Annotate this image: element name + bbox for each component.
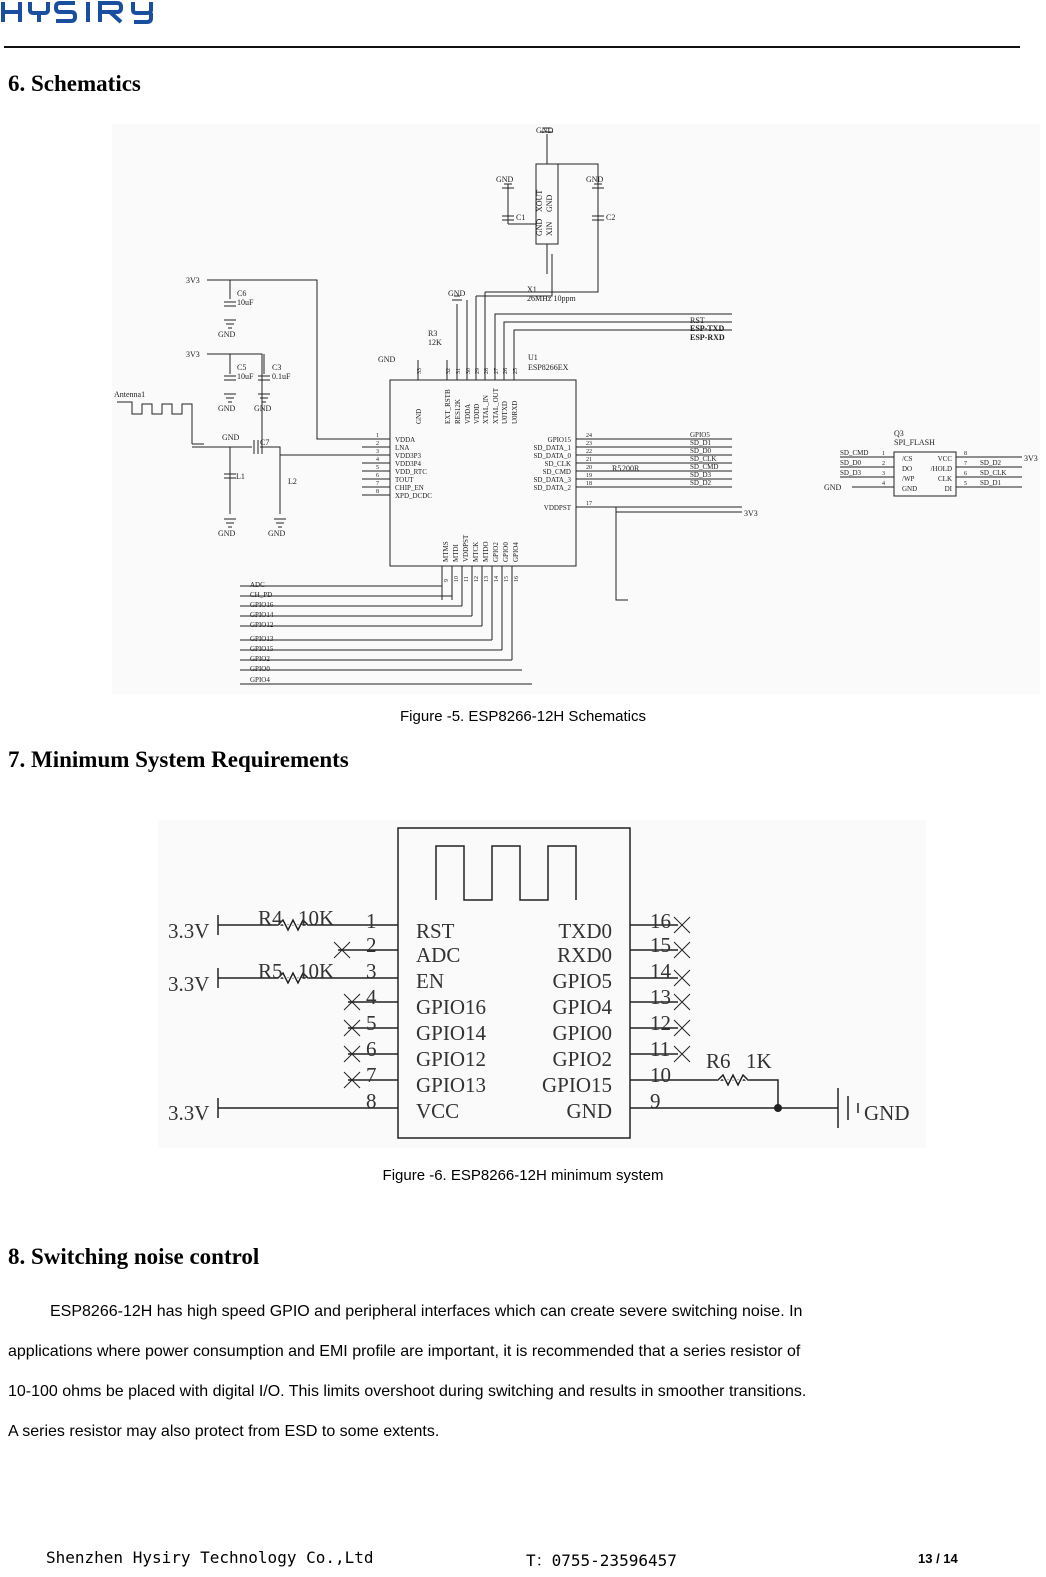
u1-right-pin-num: 23	[586, 441, 592, 447]
svg-text:RST: RST	[690, 316, 705, 325]
minimum-right-pin-name: GPIO5	[552, 969, 612, 993]
u1-top-pin-name: VDDD	[473, 403, 481, 424]
svg-text:3.3V: 3.3V	[168, 919, 210, 943]
svg-text:R5: R5	[258, 959, 283, 983]
minimum-right-pin-name: GPIO2	[552, 1047, 612, 1071]
u1-right-pin-name: GPIO15	[547, 436, 571, 444]
svg-text:GND: GND	[536, 126, 554, 135]
u1-left-pin-name: TOUT	[395, 476, 414, 484]
svg-text:ESP-RXD: ESP-RXD	[690, 333, 725, 342]
flash-right-pin-name: DI	[944, 485, 952, 493]
schematic-figure	[112, 124, 1040, 694]
svg-text:R4: R4	[258, 906, 283, 930]
u1-top-pin-name: XTAL_OUT	[492, 388, 500, 424]
minimum-left-pin-num: 8	[366, 1089, 377, 1113]
u1-left-pin-name: XPD_DCDC	[395, 492, 432, 500]
u1-bottom-pin-name: MTDO	[482, 541, 490, 562]
flash-right-net: SD_CLK	[980, 469, 1007, 477]
svg-text:0.1uF: 0.1uF	[272, 372, 291, 381]
u1-top-pin-name: XTAL_IN	[482, 395, 490, 424]
u1-bottom-nets	[250, 581, 274, 684]
minimum-right-pin-num: 15	[650, 933, 671, 957]
u1-right-pin-name: SD_DATA_2	[533, 484, 571, 492]
u1-right-net: SD_D1	[690, 439, 712, 447]
noise-line-2: applications where power consumption and EMI profile are important, it is recommended that a series resistor of	[8, 1343, 801, 1360]
flash-left-pin-num: 1	[882, 451, 885, 457]
svg-text:3.3V: 3.3V	[168, 972, 210, 996]
u1-left-pins	[376, 433, 432, 500]
svg-text:GND: GND	[218, 404, 236, 413]
u1-left-pin-name: VDDA	[395, 436, 416, 444]
minimum-left-pin-name: VCC	[416, 1099, 460, 1123]
svg-text:R5: R5	[612, 464, 622, 473]
u1-bottom-pin-num: 16	[514, 576, 520, 582]
u1-top-pin-name: VDDA	[464, 403, 472, 424]
svg-text:GND: GND	[218, 529, 236, 538]
u1-top-pin-num: 28	[484, 368, 490, 374]
schematic-diagram	[112, 124, 1040, 694]
svg-text:X1: X1	[527, 285, 537, 294]
svg-text:10K: 10K	[298, 906, 335, 930]
u1-right-pin-num: 17	[586, 501, 592, 507]
svg-text:GND: GND	[824, 483, 842, 492]
u1-top-pin-num: 30	[466, 368, 472, 374]
minimum-right-pin-num: 10	[650, 1063, 671, 1087]
u1-right-pin-num: 22	[586, 449, 592, 455]
u1-top-pin-num: 32	[446, 368, 452, 374]
u1-right-net: SD_CLK	[690, 455, 717, 463]
u1-bottom-pin-num: 13	[484, 576, 490, 582]
flash-left-net: SD_D3	[840, 469, 862, 477]
minimum-right-pin-name: GPIO4	[552, 995, 612, 1019]
flash-left-pin-num: 2	[882, 461, 885, 467]
minimum-system-diagram	[158, 820, 926, 1148]
u1-bottom-pin-name: GPIO4	[512, 542, 520, 562]
u1-bottom-net: CH_PD	[250, 591, 273, 599]
svg-text:Q3: Q3	[894, 429, 904, 438]
svg-text:XOUT: XOUT	[535, 189, 544, 212]
minimum-left-pin-name: GPIO16	[416, 995, 487, 1019]
svg-text:GND: GND	[378, 355, 396, 364]
u1-top-pin-name: U0RXD	[511, 400, 519, 424]
svg-text:GND: GND	[586, 175, 604, 184]
u1-left-pin-name: VDD3P3	[395, 452, 422, 460]
svg-text:200R: 200R	[622, 464, 640, 473]
u1-bottom-pin-name: MTCK	[472, 541, 480, 562]
svg-text:C3: C3	[272, 363, 282, 372]
u1-right-pins	[533, 433, 592, 512]
minimum-left-pin-name: GPIO13	[416, 1073, 487, 1097]
minimum-left-pins	[366, 909, 487, 1123]
footer-company: Shenzhen Hysiry Technology Co.,Ltd	[46, 1548, 374, 1567]
svg-text:ESP-TXD: ESP-TXD	[690, 324, 725, 333]
u1-right-pin-name: SD_DATA_1	[533, 444, 571, 452]
minimum-left-pin-name: RST	[416, 919, 455, 943]
minimum-right-pin-name: RXD0	[557, 943, 612, 967]
u1-left-pin-num: 7	[376, 481, 379, 487]
svg-text:R6: R6	[706, 1049, 731, 1073]
u1-left-pin-name: CHIP_EN	[395, 484, 424, 492]
u1-right-pin-num: 20	[586, 465, 592, 471]
u1-right-net: GPIO5	[690, 431, 710, 439]
u1-top-pin-name: EXT_RSTB	[444, 389, 452, 424]
figure-caption-schematics: Figure -5. ESP8266-12H Schematics	[400, 708, 646, 725]
svg-text:SPI_FLASH: SPI_FLASH	[894, 438, 935, 447]
noise-line-1: ESP8266-12H has high speed GPIO and peripheral interfaces which can create severe switching noise. In	[50, 1303, 803, 1320]
svg-text:10K: 10K	[298, 959, 335, 983]
u1-right-pin-name: SD_DATA_0	[533, 452, 571, 460]
minimum-left-pin-num: 5	[366, 1011, 377, 1035]
u1-left-pin-num: 2	[376, 441, 379, 447]
minimum-right-pin-name: GPIO15	[541, 1073, 612, 1097]
flash-right-pin-num: 6	[964, 471, 967, 477]
minimum-right-pin-num: 11	[650, 1037, 671, 1061]
minimum-left-pin-num: 4	[366, 985, 377, 1009]
flash-left-net: SD_D0	[840, 459, 862, 467]
minimum-right-pin-num: 16	[650, 909, 671, 933]
u1-bottom-net: GPIO13	[250, 635, 274, 643]
flash-left-pin-name: /WP	[902, 475, 915, 483]
svg-text:1K: 1K	[746, 1049, 772, 1073]
u1-bottom-net: GPIO14	[250, 611, 274, 619]
minimum-system-figure	[158, 820, 926, 1148]
footer-page-number: 13 / 14	[918, 1551, 958, 1566]
u1-right-pin-name: SD_CLK	[544, 460, 571, 468]
flash-right-net: SD_D1	[980, 479, 1002, 487]
u1-bottom-pin-name: GPIO0	[502, 542, 510, 562]
svg-text:ESP8266EX: ESP8266EX	[528, 363, 569, 372]
flash-right-net: SD_D2	[980, 459, 1002, 467]
u1-right-pin-name: VDDPST	[543, 504, 571, 512]
minimum-left-pin-num: 1	[366, 909, 377, 933]
noise-paragraph	[8, 1292, 1028, 1452]
u1-right-pin-num: 18	[586, 481, 592, 487]
svg-text:U1: U1	[528, 353, 538, 362]
u1-bottom-net: GPIO2	[250, 655, 270, 663]
flash-right-pin-name: /HOLD	[930, 465, 952, 473]
svg-text:C1: C1	[516, 213, 526, 222]
svg-text:GND: GND	[254, 404, 272, 413]
footer-phone: T：0755-23596457	[526, 1551, 677, 1570]
noise-line-4: A series resistor may also protect from ESD to some extents.	[8, 1423, 440, 1440]
svg-text:3.3V: 3.3V	[168, 1101, 210, 1125]
u1-bottom-pin-num: 9	[444, 579, 450, 582]
svg-text:10uF: 10uF	[237, 372, 254, 381]
minimum-left-pin-num: 6	[366, 1037, 377, 1061]
svg-text:GND: GND	[535, 218, 544, 236]
u1-right-net: SD_D0	[690, 447, 712, 455]
flash-right-pin-name: VCC	[937, 455, 952, 463]
minimum-left-pin-name: ADC	[416, 943, 461, 967]
flash-left-pin-name: DO	[902, 465, 913, 473]
u1-top-pin-name: RES12K	[454, 399, 462, 424]
flash-left-pin-num: 3	[882, 471, 885, 477]
u1-bottom-pin-name: GPIO2	[492, 542, 500, 562]
u1-left-pin-name: VDD3P4	[395, 460, 422, 468]
minimum-right-pin-num: 13	[650, 985, 671, 1009]
u1-bottom-pin-name: VDDPST	[462, 534, 470, 562]
minimum-left-pin-num: 3	[366, 959, 377, 983]
svg-text:3V3: 3V3	[744, 509, 758, 518]
u1-left-pin-num: 5	[376, 465, 379, 471]
svg-text:10uF: 10uF	[237, 298, 254, 307]
u1-right-pin-num: 19	[586, 473, 592, 479]
u1-bottom-pin-name: MTDI	[452, 544, 460, 562]
flash-left-pin-name: /CS	[902, 455, 913, 463]
flash-left-pin-num: 4	[882, 481, 885, 487]
svg-text:GND: GND	[545, 194, 554, 212]
minimum-right-pin-name: TXD0	[558, 919, 612, 943]
company-logo	[0, 0, 175, 26]
svg-text:3V3: 3V3	[186, 350, 200, 359]
svg-text:GND: GND	[496, 175, 514, 184]
u1-bottom-net: GPIO15	[250, 645, 274, 653]
svg-text:GND: GND	[864, 1101, 910, 1125]
svg-text:3V3: 3V3	[1024, 454, 1038, 463]
svg-text:L2: L2	[288, 477, 297, 486]
section-title-schematics: 6. Schematics	[8, 71, 141, 96]
svg-text:GND: GND	[268, 529, 286, 538]
flash-left-pin-name: GND	[902, 485, 918, 493]
u1-left-pin-num: 3	[376, 449, 379, 455]
u1-bottom-net: GPIO16	[250, 601, 274, 609]
minimum-left-pin-name: GPIO14	[416, 1021, 487, 1045]
u1-top-pin-num: 29	[475, 368, 481, 374]
u1-left-pin-num: 6	[376, 473, 379, 479]
svg-text:C2: C2	[606, 213, 616, 222]
u1-bottom-pins	[442, 534, 520, 582]
u1-bottom-pin-num: 15	[504, 576, 510, 582]
u1-right-net: SD_CMD	[690, 463, 719, 471]
u1-bottom-pin-num: 14	[494, 576, 500, 582]
u1-right-pin-num: 21	[586, 457, 592, 463]
u1-bottom-pin-num: 12	[474, 576, 480, 582]
svg-text:GND: GND	[218, 330, 236, 339]
u1-left-pin-name: VDD_RTC	[395, 468, 427, 476]
u1-top-pin-name: GND	[415, 408, 423, 424]
u1-top-pin-name: U0TXD	[501, 401, 509, 424]
u1-bottom-pin-name: MTMS	[442, 541, 450, 562]
u1-right-pin-num: 24	[586, 433, 592, 439]
u1-bottom-net: GPIO12	[250, 621, 274, 629]
u1-right-net: SD_D3	[690, 471, 712, 479]
flash-right-pin-num: 5	[964, 481, 967, 487]
figure-caption-minimum: Figure -6. ESP8266-12H minimum system	[382, 1167, 664, 1184]
minimum-right-pin-name: GPIO0	[552, 1021, 612, 1045]
flash-right-pin-num: 7	[964, 461, 967, 467]
svg-text:12K: 12K	[428, 338, 442, 347]
u1-left-pin-name: LNA	[395, 444, 410, 452]
header-rule	[4, 46, 1020, 48]
u1-top-pin-num: 31	[456, 368, 462, 374]
minimum-left-pin-name: GPIO12	[416, 1047, 487, 1071]
svg-text:26MHz 10ppm: 26MHz 10ppm	[527, 294, 576, 303]
u1-top-pin-num: 25	[513, 368, 519, 374]
flash-right-pin-name: CLK	[938, 475, 952, 483]
svg-text:R3: R3	[428, 329, 438, 338]
u1-top-pin-num: 33	[417, 368, 423, 374]
svg-text:L1: L1	[236, 472, 245, 481]
svg-text:GND: GND	[448, 289, 466, 298]
section-title-noise: 8. Switching noise control	[8, 1244, 260, 1269]
u1-right-pin-name: SD_DATA_3	[533, 476, 571, 484]
u1-top-pin-num: 26	[503, 368, 509, 374]
section-title-minimum: 7. Minimum System Requirements	[8, 747, 349, 772]
svg-text:GND: GND	[222, 433, 240, 442]
svg-text:C7: C7	[260, 438, 270, 447]
u1-left-pin-num: 8	[376, 489, 379, 495]
minimum-right-pins	[542, 909, 672, 1123]
u1-bottom-pin-num: 10	[454, 576, 460, 582]
svg-text:3V3: 3V3	[186, 276, 200, 285]
svg-text:C5: C5	[237, 363, 247, 372]
flash-left-net: SD_CMD	[840, 449, 869, 457]
svg-text:C6: C6	[237, 289, 247, 298]
u1-right-net: SD_D2	[690, 479, 712, 487]
u1-bottom-net: ADC	[250, 581, 265, 589]
flash-pins	[840, 449, 1006, 493]
u1-top-pin-num: 27	[494, 368, 500, 374]
flash-right-pin-num: 8	[964, 451, 967, 457]
minimum-right-pin-num: 12	[650, 1011, 671, 1035]
u1-bottom-pin-num: 11	[464, 576, 470, 582]
u1-left-pin-num: 4	[376, 457, 379, 463]
svg-text:Antenna1: Antenna1	[114, 390, 146, 399]
minimum-left-pin-name: EN	[416, 969, 444, 993]
minimum-right-pin-num: 9	[650, 1089, 661, 1113]
minimum-right-pin-num: 14	[650, 959, 671, 983]
svg-text:XIN: XIN	[545, 221, 554, 236]
noise-line-3: 10-100 ohms be placed with digital I/O. This limits overshoot during switching and results in smoother transitions.	[8, 1383, 807, 1400]
u1-right-pin-name: SD_CMD	[542, 468, 571, 476]
minimum-right-pin-name: GND	[566, 1099, 612, 1123]
u1-left-pin-num: 1	[376, 433, 379, 439]
minimum-left-pin-num: 7	[366, 1063, 377, 1087]
u1-bottom-net: GPIO4	[250, 676, 270, 684]
u1-bottom-net: GPIO0	[250, 665, 270, 673]
minimum-left-pin-num: 2	[366, 933, 377, 957]
